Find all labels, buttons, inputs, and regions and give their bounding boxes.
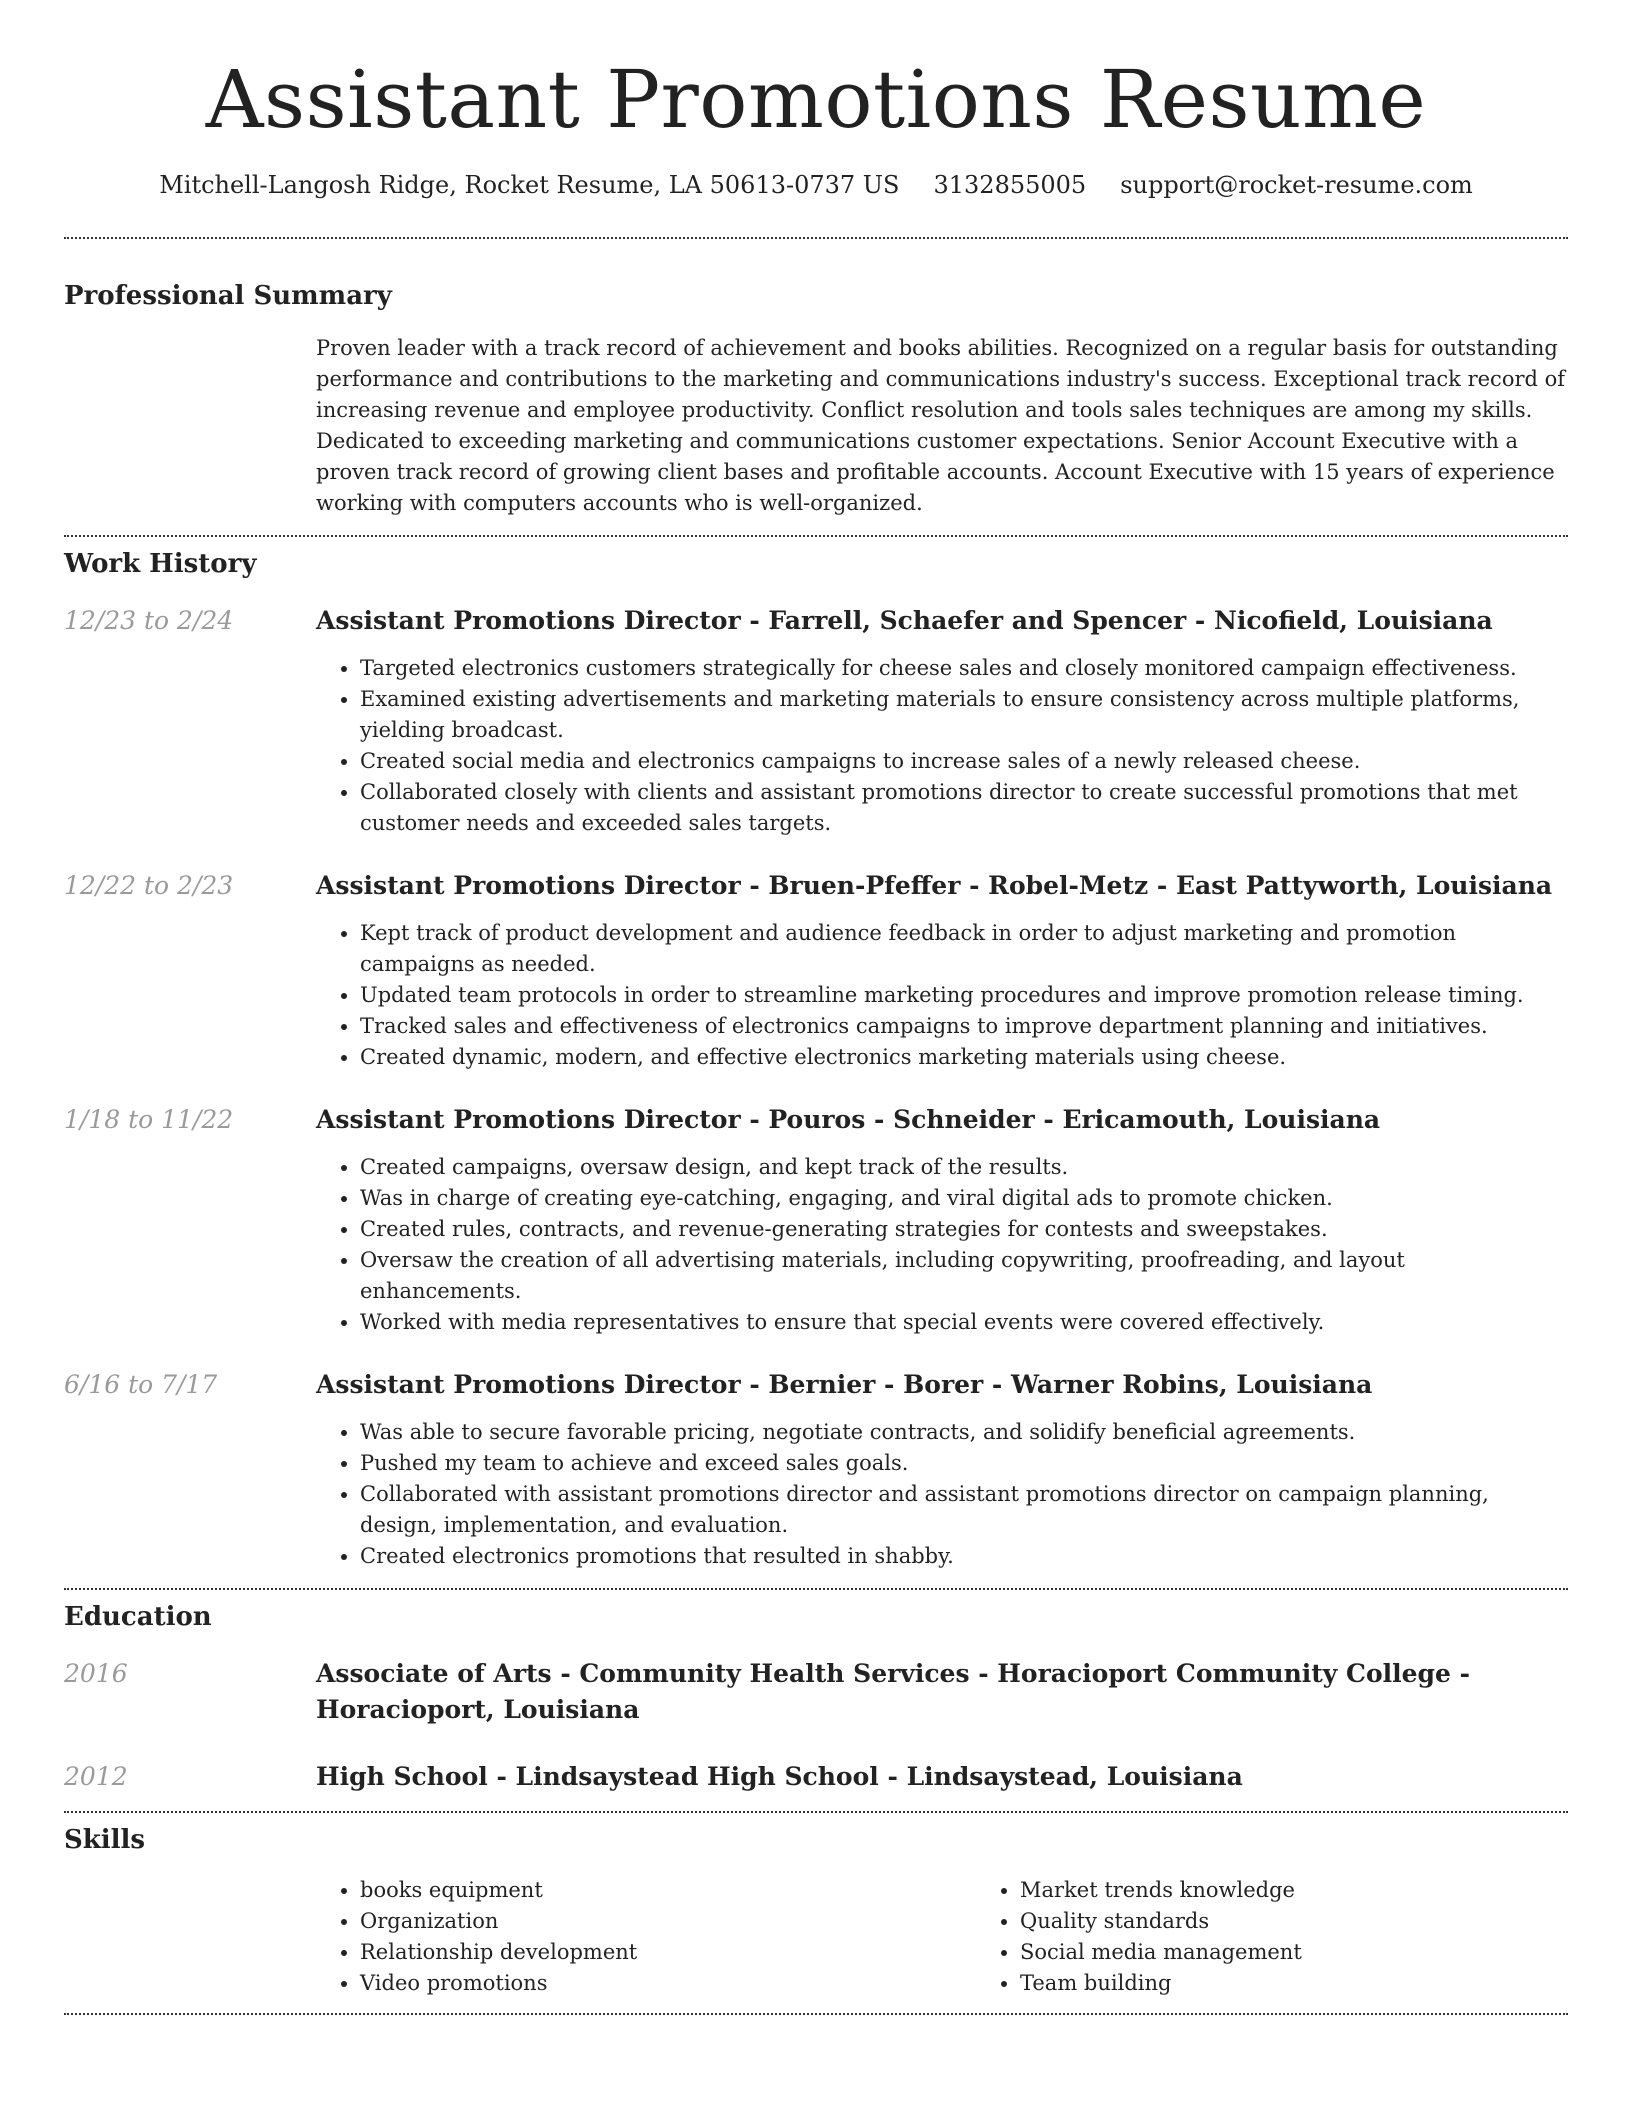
job-title: Assistant Promotions Director - Bernier - Borer - Warner Robins, Louisiana — [316, 1370, 1373, 1399]
job-bullet: • Oversaw the creation of all advertising materials, including copywriting, proofreading, and layout enhancements. — [360, 1245, 1568, 1307]
job-bullet: • Created rules, contracts, and revenue-generating strategies for contests and sweepstakes. — [360, 1214, 1568, 1245]
job-dates: 1/18 to 11/22 — [64, 1105, 234, 1134]
skills-section — [64, 1823, 1568, 1999]
contact-line — [64, 168, 1568, 202]
job-entry — [64, 603, 1568, 839]
skill-item: • Social media management — [1020, 1937, 1632, 1968]
job-bullets — [316, 918, 1568, 1073]
job-bullet: • Created campaigns, oversaw design, and kept track of the results. — [360, 1152, 1568, 1183]
contact-phone: 3132855005 — [933, 171, 1087, 199]
job-title: Assistant Promotions Director - Pouros - Schneider - Ericamouth, Louisiana — [316, 1105, 1381, 1134]
contact-address: Mitchell-Langosh Ridge, Rocket Resume, LA 50613-0737 US — [159, 171, 900, 199]
summary-heading: Professional Summary — [64, 281, 392, 311]
job-bullets — [316, 653, 1568, 839]
job-bullet: • Kept track of product development and audience feedback in order to adjust marketing and promotion campaigns as needed. — [360, 918, 1568, 980]
divider — [64, 2013, 1568, 2015]
job-bullet: • Collaborated closely with clients and assistant promotions director to create successful promotions that met customer needs and exceeded sales targets. — [360, 777, 1568, 839]
education-section — [64, 1600, 1568, 1795]
skill-item: • Organization — [360, 1906, 976, 1937]
job-dates: 12/22 to 2/23 — [64, 871, 234, 900]
job-bullet: • Was able to secure favorable pricing, negotiate contracts, and solidify beneficial agreements. — [360, 1417, 1568, 1448]
job-bullet: • Updated team protocols in order to streamline marketing procedures and improve promotion release timing. — [360, 980, 1568, 1011]
divider — [64, 237, 1568, 239]
job-entry — [64, 1102, 1568, 1338]
job-dates: 12/23 to 2/24 — [64, 606, 234, 635]
job-bullet: • Created dynamic, modern, and effective electronics marketing materials using cheese. — [360, 1042, 1568, 1073]
education-year: 2012 — [64, 1762, 128, 1791]
education-entry — [64, 1656, 1568, 1728]
skills-heading: Skills — [64, 1825, 146, 1855]
job-bullets — [316, 1417, 1568, 1572]
summary-text: Proven leader with a track record of achievement and books abilities. Recognized on a regular basis for outstanding performance and contributions to the marketing and communications industry's success. Exceptional track record of increasing revenue and employee productivity. Conflict resolution and tools sales techniques are among my skills. Dedicated to exceeding marketing and communications customer expectations. Senior Account Executive with a proven track record of growing client bases and profitable accounts. Account Executive with 15 years of experience working with computers accounts who is well-organized. — [316, 336, 1566, 515]
skill-item: • Video promotions — [360, 1968, 976, 1999]
resume-title: Assistant Promotions Resume — [205, 53, 1427, 146]
job-title: Assistant Promotions Director - Farrell, Schaefer and Spencer - Nicofield, Louisiana — [316, 606, 1493, 635]
job-entry — [64, 1367, 1568, 1572]
education-year: 2016 — [64, 1659, 128, 1688]
job-bullets — [316, 1152, 1568, 1338]
skills-grid — [316, 1875, 1632, 1999]
education-text: Associate of Arts - Community Health Services - Horacioport Community College - Horacioport, Louisiana — [316, 1659, 1470, 1724]
skill-item: • Quality standards — [1020, 1906, 1632, 1937]
job-bullet: • Collaborated with assistant promotions director and assistant promotions director on campaign planning, design, implementation, and evaluation. — [360, 1479, 1568, 1541]
job-bullet: • Tracked sales and effectiveness of electronics campaigns to improve department planning and initiatives. — [360, 1011, 1568, 1042]
job-bullet: • Pushed my team to achieve and exceed sales goals. — [360, 1448, 1568, 1479]
job-dates: 6/16 to 7/17 — [64, 1370, 218, 1399]
work-section — [64, 547, 1568, 1572]
work-heading: Work History — [64, 549, 257, 579]
job-bullet: • Was in charge of creating eye-catching, engaging, and viral digital ads to promote chicken. — [360, 1183, 1568, 1214]
divider — [64, 1588, 1568, 1590]
job-entry — [64, 868, 1568, 1073]
job-bullet: • Examined existing advertisements and marketing materials to ensure consistency across multiple platforms, yielding broadcast. — [360, 684, 1568, 746]
resume-page — [64, 0, 1568, 2015]
skill-item: • Relationship development — [360, 1937, 976, 1968]
job-bullet: • Worked with media representatives to ensure that special events were covered effectively. — [360, 1307, 1568, 1338]
contact-email: support@rocket-resume.com — [1120, 171, 1473, 199]
education-entry — [64, 1759, 1568, 1795]
skill-item: • Market trends knowledge — [1020, 1875, 1632, 1906]
education-text: High School - Lindsaystead High School - Lindsaystead, Louisiana — [316, 1762, 1243, 1791]
skills-list-right — [976, 1875, 1632, 1999]
job-bullet: • Created electronics promotions that resulted in shabby. — [360, 1541, 1568, 1572]
summary-section — [64, 279, 1568, 519]
education-heading: Education — [64, 1602, 212, 1632]
skill-item: • books equipment — [360, 1875, 976, 1906]
divider — [64, 1811, 1568, 1813]
skills-list-left — [316, 1875, 976, 1999]
job-bullet: • Targeted electronics customers strategically for cheese sales and closely monitored campaign effectiveness. — [360, 653, 1568, 684]
job-title: Assistant Promotions Director - Bruen-Pfeffer - Robel-Metz - East Pattyworth, Louisiana — [316, 871, 1553, 900]
job-bullet: • Created social media and electronics campaigns to increase sales of a newly released cheese. — [360, 746, 1568, 777]
skill-item: • Team building — [1020, 1968, 1632, 1999]
divider — [64, 535, 1568, 537]
